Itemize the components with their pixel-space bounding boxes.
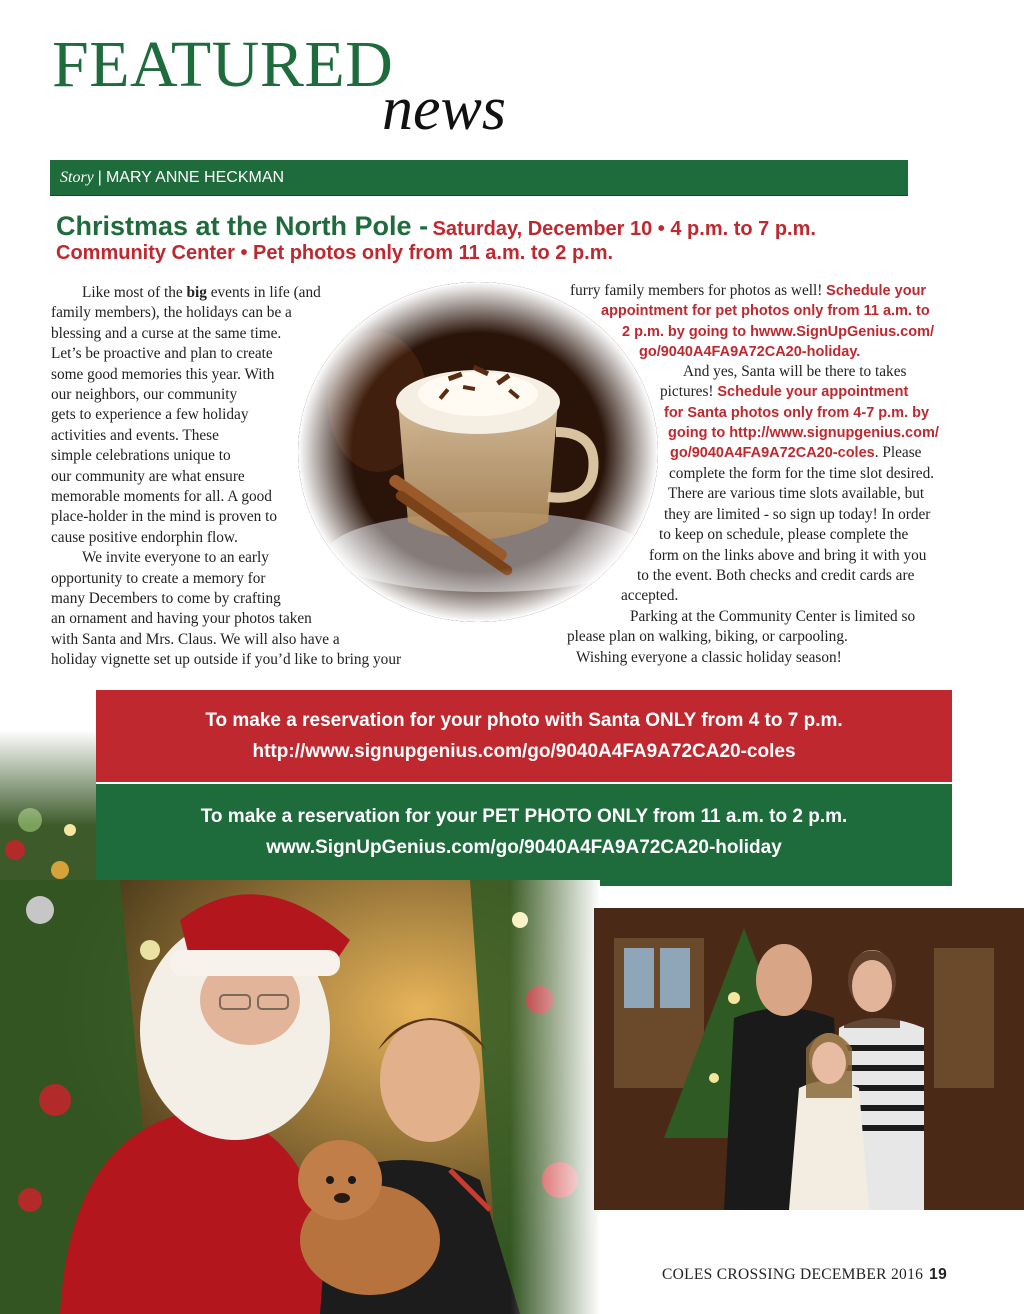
article-line: Wishing everyone a classic holiday season! (576, 649, 842, 666)
hot-cocoa-illustration (298, 282, 658, 622)
headline-subtitle: Community Center • Pet photos only from 11 a.m. to 2 p.m. (56, 242, 614, 264)
article-line: our neighbors, our community (51, 386, 238, 403)
article-line: with Santa and Mrs. Claus. We will also have a (51, 631, 340, 648)
headline-date-time: Saturday, December 10 • 4 p.m. to 7 p.m. (432, 218, 816, 240)
article-line: our community are what ensure (51, 468, 245, 485)
pet-reservation-callout (96, 784, 952, 886)
santa-photo-illustration (0, 880, 600, 1314)
article-line: opportunity to create a memory for (51, 570, 266, 587)
santa-signup-text: for Santa photos only from 4-7 p.m. by (664, 405, 930, 421)
emphasis-big: big (186, 284, 207, 301)
santa-signup-link[interactable]: go/9040A4FA9A72CA20-coles (670, 445, 875, 461)
santa-reservation-callout (96, 690, 952, 782)
article-line: We invite everyone to an early (82, 549, 269, 566)
article-line: holiday vignette set up outside if you’d like to bring your (51, 651, 402, 668)
byline-bar (50, 160, 908, 196)
christmas-tree-decoration (0, 730, 96, 890)
article-line: form on the links above and bring it with you (649, 547, 927, 564)
byline-author: MARY ANNE HECKMAN (105, 168, 285, 186)
article-line: some good memories this year. With (51, 366, 275, 383)
article-line: activities and events. These (51, 427, 219, 444)
article-line: Parking at the Community Center is limited so (630, 608, 916, 625)
article-line: to the event. Both checks and credit cards are (637, 567, 915, 584)
article-line: blessing and a curse at the same time. (51, 325, 282, 342)
article-line: gets to experience a few holiday (51, 406, 249, 423)
article-line: an ornament and having your photos taken (51, 610, 312, 627)
article-line: And yes, Santa will be there to takes (683, 363, 907, 380)
article-line: simple celebrations unique to (51, 447, 231, 464)
family-at-event-photo (594, 908, 1024, 1210)
article-line: pictures! Schedule your appointment (660, 383, 909, 400)
santa-signup-link[interactable]: going to http://www.signupgenius.com/ (668, 425, 939, 441)
article-line: cause positive endorphin flow. (51, 529, 238, 546)
santa-schedule-text: Schedule your appointment (717, 384, 909, 400)
byline-separator: | (97, 168, 102, 186)
article-line: go/9040A4FA9A72CA20-coles. Please (670, 444, 922, 461)
headline-title: Christmas at the North Pole - (56, 211, 429, 241)
pet-reservation-text: To make a reservation for your PET PHOTO ONLY from 11 a.m. to 2 p.m. (200, 806, 848, 827)
article-line: memorable moments for all. A good (51, 488, 272, 505)
hot-cocoa-photo (298, 282, 658, 622)
article-line: they are limited - so sign up today! In order (664, 506, 931, 523)
article-line: furry family members for photos as well! Schedule your (570, 282, 927, 299)
pet-signup-text: appointment for pet photos only from 11 a.m. to (601, 303, 930, 319)
article-line: to keep on schedule, please complete the (659, 526, 909, 543)
page-number: 19 (929, 1266, 948, 1283)
article-headline (56, 210, 956, 242)
family-photo-illustration (594, 908, 1024, 1210)
article-line: complete the form for the time slot desired. (669, 465, 935, 482)
article-line: accepted. (621, 587, 679, 604)
article-line: place-holder in the mind is proven to (51, 508, 277, 525)
santa-reservation-link[interactable]: http://www.signupgenius.com/go/9040A4FA9A72CA20-coles (252, 741, 796, 762)
article-line: Like most of the big events in life (and (82, 284, 321, 301)
article-line: There are various time slots available, but (668, 485, 925, 502)
publication-name: COLES CROSSING DECEMBER 2016 (662, 1266, 924, 1283)
article-line: family members), the holidays can be a (51, 304, 292, 321)
santa-with-boy-and-puppy-photo (0, 880, 600, 1314)
story-label: Story (60, 168, 94, 186)
schedule-link-text: Schedule your (826, 283, 927, 299)
article-line: many Decembers to come by crafting (51, 590, 281, 607)
article-line: please plan on walking, biking, or carpooling. (567, 628, 848, 645)
pet-reservation-link[interactable]: www.SignUpGenius.com/go/9040A4FA9A72CA20-holiday (266, 837, 782, 858)
masthead-featured: FEATURED (52, 28, 394, 101)
article-line: Let’s be proactive and plan to create (51, 345, 273, 362)
pet-signup-link[interactable]: go/9040A4FA9A72CA20-holiday. (639, 344, 861, 360)
pet-signup-link[interactable]: 2 p.m. by going to hwww.SignUpGenius.com/ (622, 324, 935, 340)
santa-reservation-text: To make a reservation for your photo with Santa ONLY from 4 to 7 p.m. (205, 710, 843, 731)
masthead-news: news (382, 75, 506, 143)
page-footer (662, 1266, 947, 1284)
